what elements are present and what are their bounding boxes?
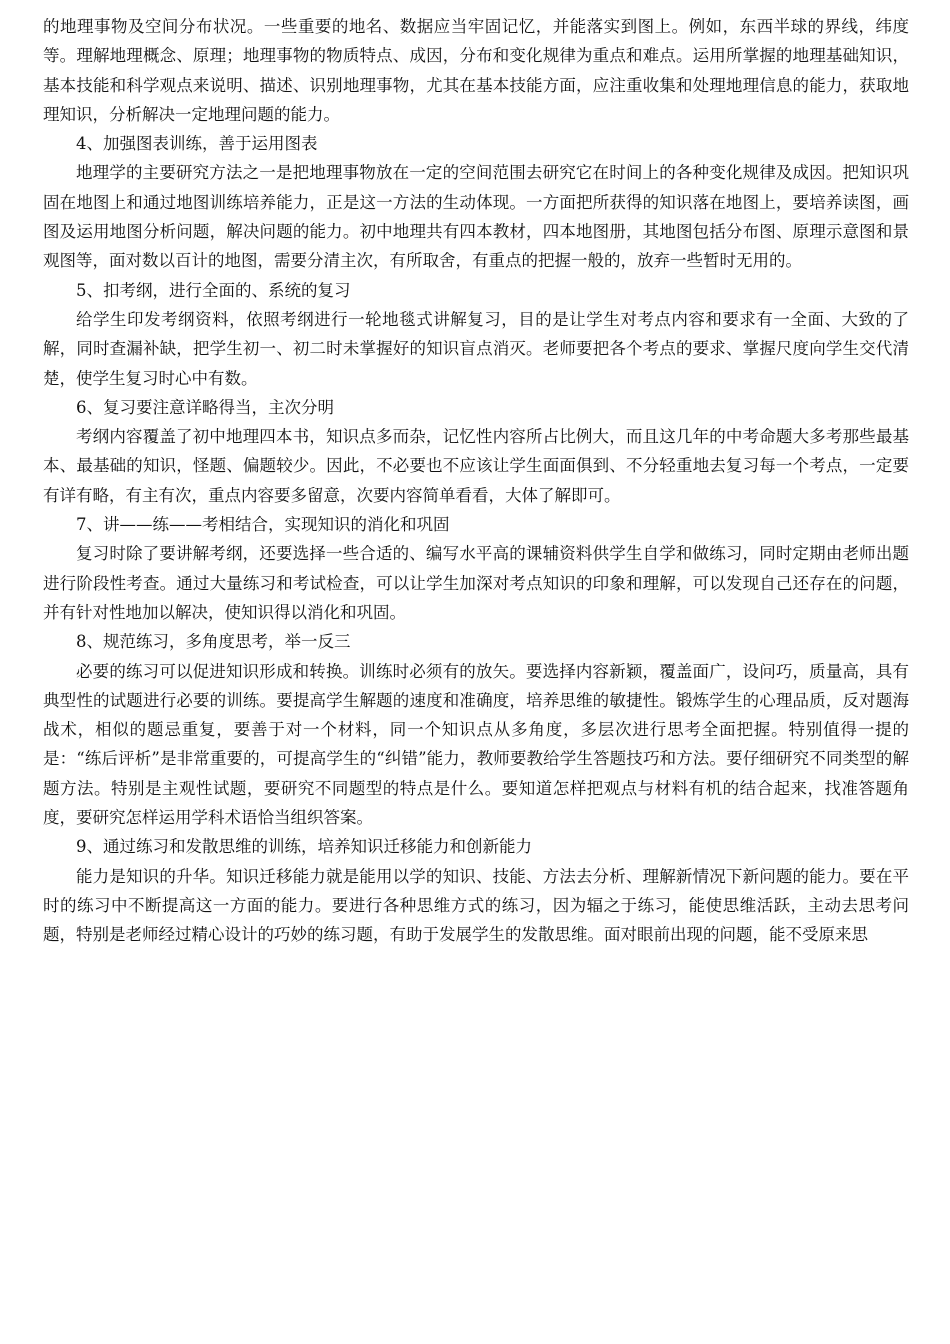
section-heading: 5、扣考纲，进行全面的、系统的复习 xyxy=(76,280,351,300)
paragraph: 地理学的主要研究方法之一是把地理事物放在一定的空间范围去研究它在时间上的各种变化规律及成因。把知识巩固在地图上和通过地图训练培养能力，正是这一方法的生动体现。一方面把所获得的知识落在地图上，要培养读图，画图及运用地图分析问题，解决问题的能力。初中地理共有四本教材，四本地图册，其地图包括分布图、原理示意图和景观图等，面对数以百计的地图，需要分清主次，有所取舍，有重点的把握一般的，放弃一些暂时无用的。 xyxy=(43,163,909,271)
section-heading: 4、加强图表训练，善于运用图表 xyxy=(76,134,318,154)
paragraph: 复习时除了要讲解考纲，还要选择一些合适的、编写水平高的课辅资料供学生自学和做练习，同时定期由老师出题进行阶段性考查。通过大量练习和考试检查，可以让学生加深对考点知识的印象和理解，可以发现自己还存在的问题，并有针对性地加以解决，使知识得以消化和巩固。 xyxy=(43,544,909,622)
paragraph: 能力是知识的升华。知识迁移能力就是能用以学的知识、技能、方法去分析、理解新情况下新问题的能力。要在平时的练习中不断提高这一方面的能力。要进行各种思维方式的练习，因为辐之于练习，能使思维活跃，主动去思考问题，特别是老师经过精心设计的巧妙的练习题，有助于发展学生的发散思维。面对眼前出现的问题，能不受原来思 xyxy=(43,866,909,945)
paragraph: 考纲内容覆盖了初中地理四本书，知识点多而杂，记忆性内容所占比例大，而且这几年的中考命题大多考那些最基本、最基础的知识，怪题、偏题较少。因此，不必要也不应该让学生面面俱到、不分轻重地去复习每一个考点，一定要有详有略，有主有次，重点内容要多留意，次要内容简单看看，大体了解即可。 xyxy=(43,427,909,505)
section-heading: 9、通过练习和发散思维的训练，培养知识迁移能力和创新能力 xyxy=(76,837,532,857)
section-heading: 7、讲——练——考相结合，实现知识的消化和巩固 xyxy=(76,515,450,535)
section-heading: 8、规范练习，多角度思考，举一反三 xyxy=(76,632,351,652)
section-heading: 6、复习要注意详略得当，主次分明 xyxy=(76,397,334,417)
paragraph: 必要的练习可以促进知识形成和转换。训练时必须有的放矢。要选择内容新颖，覆盖面广，设问巧，质量高，具有典型性的试题进行必要的训练。要提高学生解题的速度和准确度，培养思维的敏捷性。锻炼学生的心理品质，反对题海战术，相似的题忌重复，要善于对一个材料，同一个知识点从多角度，多层次进行思考全面把握。特别值得一提的是：“练后评析”是非常重要的，可提高学生的“纠错”能力，教师要教给学生答题技巧和方法。要仔细研究不同类型的解题方法。特别是主观性试题，要研究不同题型的特点是什么。要知道怎样把观点与材料有机的结合起来，找准答题角度，要研究怎样运用学科术语恰当组织答案。 xyxy=(43,661,909,828)
paragraph: 的地理事物及空间分布状况。一些重要的地名、数据应当牢固记忆，并能落实到图上。例如，东西半球的界线，纬度等。理解地理概念、原理；地理事物的物质特点、成因，分布和变化规律为重点和难点。运用所掌握的地理基础知识，基本技能和科学观点来说明、描述、识别地理事物，尤其在基本技能方面，应注重收集和处理地理信息的能力，获取地理知识，分析解决一定地理问题的能力。 xyxy=(43,17,909,124)
document-page xyxy=(43,12,909,950)
paragraph: 给学生印发考纲资料，依照考纲进行一轮地毯式讲解复习，目的是让学生对考点内容和要求有一全面、大致的了解，同时查漏补缺，把学生初一、初二时未掌握好的知识盲点消灭。老师要把各个考点的要求、掌握尺度向学生交代清楚，使学生复习时心中有数。 xyxy=(43,309,909,388)
